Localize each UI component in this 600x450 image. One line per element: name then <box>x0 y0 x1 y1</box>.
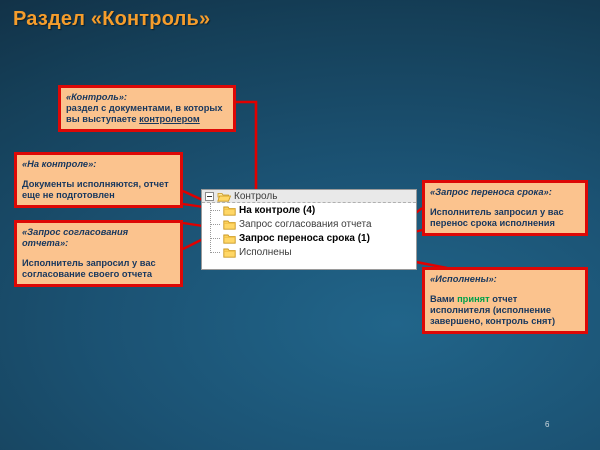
callout-ispolneny-title: «Исполнены»: <box>430 274 497 284</box>
callout-na-kontrole-body: Документы исполняются, отчет еще не подготовлен <box>22 178 169 200</box>
tree-row[interactable] <box>202 203 416 217</box>
page-number: 6 <box>545 420 550 429</box>
closed-folder-icon <box>223 233 236 244</box>
callout-kontrol-title: «Контроль»: <box>66 92 128 102</box>
tree-row-label: На контроле (4) <box>239 204 316 216</box>
tree-root-label: Контроль <box>234 190 278 202</box>
callout-zapros-perenosa <box>422 180 588 236</box>
tree-row[interactable] <box>202 245 416 259</box>
tree-row[interactable] <box>202 231 416 245</box>
closed-folder-icon <box>223 247 236 258</box>
callout-kontrol-body: раздел с документами, в которых вы выступаете контролером <box>66 102 223 124</box>
tree-branch-line <box>211 252 220 253</box>
folder-tree-panel <box>201 189 417 270</box>
tree-row-label: Запрос переноса срока (1) <box>239 232 370 244</box>
callout-zapros-soglasovaniya <box>14 220 183 287</box>
callout-ispolneny-body: Вами принят отчет исполнителя (исполнение завершено, контроль снят) <box>430 293 556 326</box>
tree-row[interactable] <box>202 217 416 231</box>
tree-branch-line <box>211 224 220 225</box>
closed-folder-icon <box>223 219 236 230</box>
callout-ispolneny <box>422 267 588 334</box>
open-folder-icon <box>217 191 231 202</box>
callout-na-kontrole-title: «На контроле»: <box>22 159 97 169</box>
tree-row-label: Исполнены <box>239 246 292 258</box>
tree-rows <box>202 203 416 259</box>
collapse-expander-icon[interactable] <box>205 192 214 201</box>
tree-branch-line <box>211 238 220 239</box>
closed-folder-icon <box>223 205 236 216</box>
page-title: Раздел «Контроль» <box>13 8 211 30</box>
callout-zapros-perenosa-body: Исполнитель запросил у вас перенос срока исполнения <box>430 206 564 228</box>
callout-zapros-perenosa-title: «Запрос переноса срока»: <box>430 187 552 197</box>
tree-row-label: Запрос согласования отчета <box>239 218 372 230</box>
tree-branch-line <box>211 210 220 211</box>
callout-kontrol <box>58 85 236 132</box>
callout-na-kontrole <box>14 152 183 208</box>
callout-zapros-soglasovaniya-body: Исполнитель запросил у вас согласование своего отчета <box>22 257 156 279</box>
callout-zapros-soglasovaniya-title: «Запрос согласования отчета»: <box>22 227 129 248</box>
tree-root-row[interactable] <box>202 190 416 203</box>
